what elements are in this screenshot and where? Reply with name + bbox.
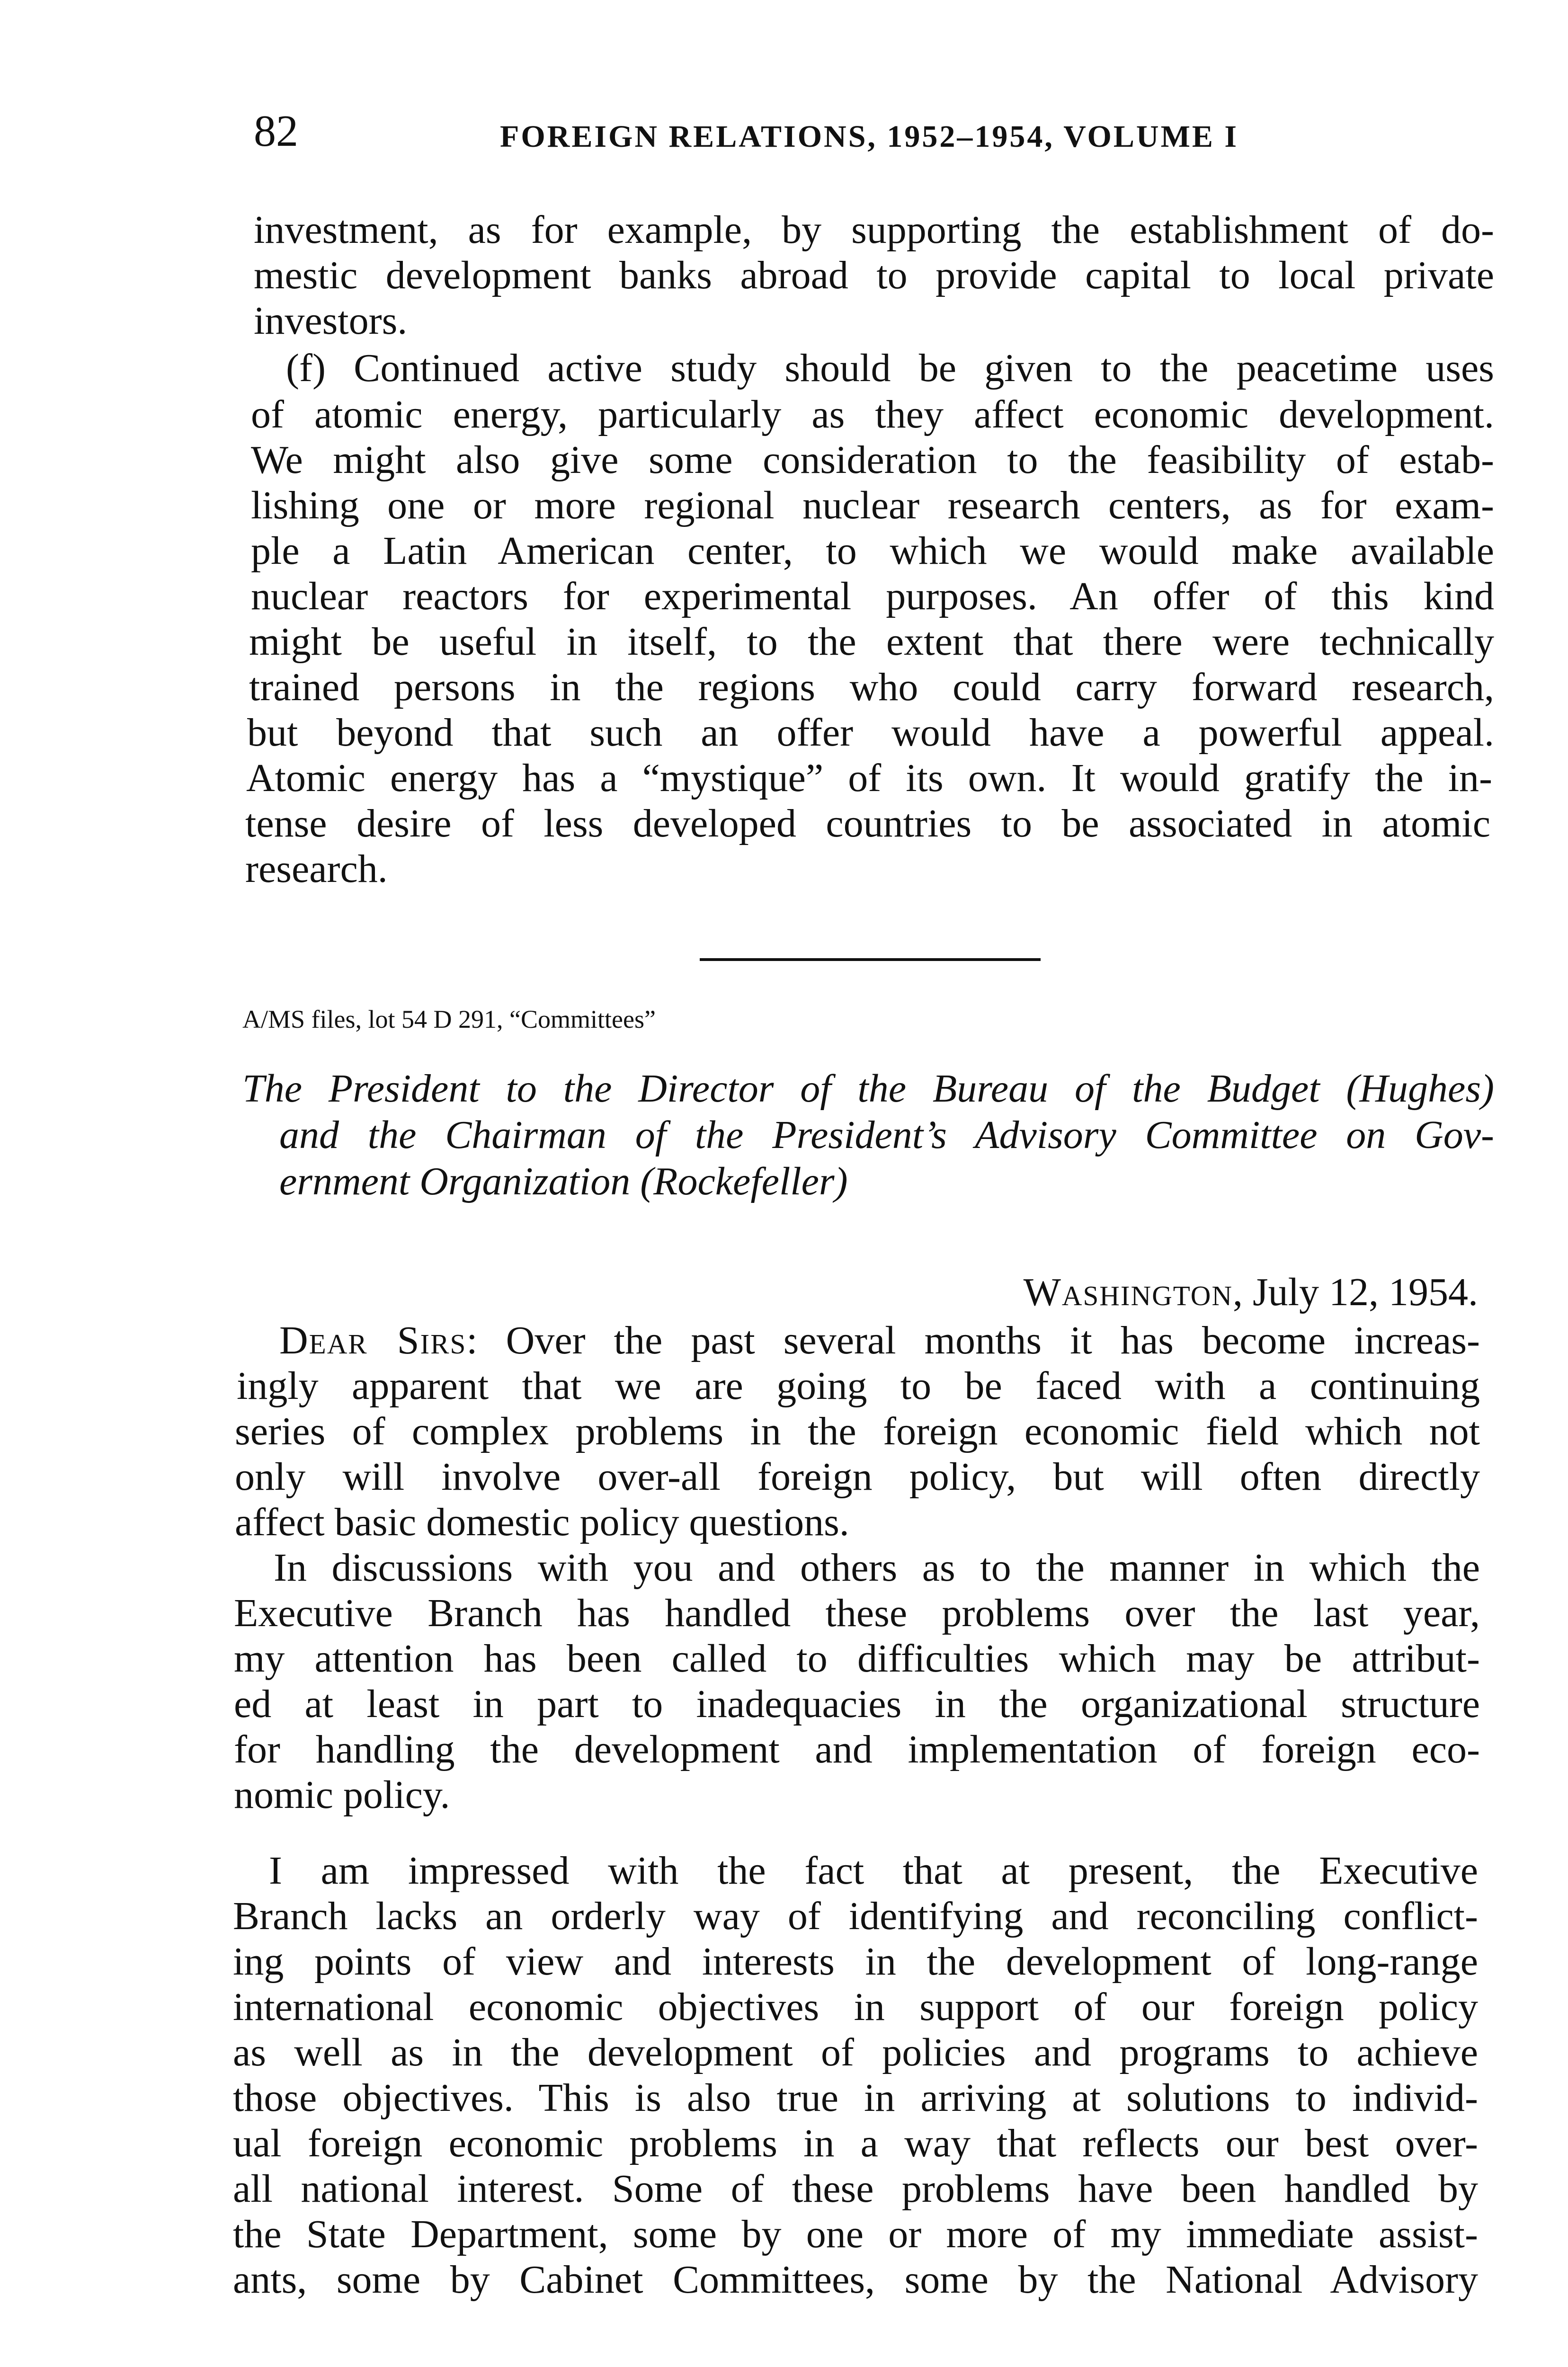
- title-line: and the Chairman of the President’s Advisory Committee on Gov-: [279, 1113, 1494, 1157]
- paragraph-line: tense desire of less developed countries to be associated in atomic: [245, 801, 1490, 845]
- source-note: A/MS files, lot 54 D 291, “Committees”: [242, 1005, 656, 1033]
- paragraph-line: Atomic energy has a “mystique” of its own. It would gratify the in-: [246, 756, 1492, 800]
- paragraph-line: series of complex problems in the foreign economic field which not: [235, 1409, 1480, 1453]
- paragraph-line: ed at least in part to inadequacies in the organizational structure: [234, 1682, 1480, 1726]
- paragraph-line: international economic objectives in support of our foreign policy: [233, 1985, 1478, 2029]
- salutation: Dear Sirs: [279, 1318, 467, 1362]
- paragraph-line: as well as in the development of policies and programs to achieve: [233, 2030, 1478, 2074]
- dateline: [1024, 1269, 1478, 1316]
- dateline-place: Washington: [1023, 1270, 1233, 1314]
- paragraph-line: those objectives. This is also true in arriving at solutions to individ-: [233, 2076, 1478, 2120]
- dateline-date: , July 12, 1954.: [1232, 1270, 1478, 1314]
- paragraph-line: ants, some by Cabinet Committees, some by the National Advisory: [233, 2258, 1478, 2302]
- paragraph-line: might be useful in itself, to the extent that there were technically: [249, 620, 1494, 664]
- paragraph-line: only will involve over-all foreign policy, but will often directly: [235, 1455, 1480, 1499]
- paragraph-line: ingly apparent that we are going to be faced with a continuing: [237, 1364, 1480, 1408]
- paragraph-line: nomic policy.: [234, 1773, 450, 1817]
- paragraph-line: ual foreign economic problems in a way that reflects our best over-: [233, 2121, 1478, 2165]
- paragraph-line: (f) Continued active study should be given to the peacetime uses: [286, 346, 1494, 390]
- paragraph-line: Executive Branch has handled these problems over the last year,: [234, 1591, 1480, 1635]
- running-head: FOREIGN RELATIONS, 1952–1954, VOLUME I: [500, 119, 1239, 154]
- title-line: The President to the Director of the Bureau of the Budget (Hughes): [242, 1067, 1494, 1111]
- paragraph-line: nuclear reactors for experimental purposes. An offer of this kind: [251, 574, 1494, 618]
- paragraph-line: ple a Latin American center, to which we would make available: [251, 529, 1494, 573]
- paragraph-line: research.: [245, 847, 388, 891]
- page-number: 82: [254, 107, 298, 156]
- paragraph-line: lishing one or more regional nuclear research centers, as for exam-: [251, 483, 1494, 527]
- paragraph-line: I am impressed with the fact that at present, the Executive: [269, 1849, 1478, 1893]
- paragraph-line: affect basic domestic policy questions.: [235, 1500, 849, 1544]
- paragraph-line: investment, as for example, by supporting the establishment of do-: [254, 208, 1494, 252]
- paragraph-line: Branch lacks an orderly way of identifying and reconciling conflict-: [233, 1894, 1478, 1938]
- title-line: ernment Organization (Rockefeller): [279, 1159, 848, 1203]
- paragraph-line: of atomic energy, particularly as they affect economic development.: [251, 392, 1494, 436]
- paragraph-line: ing points of view and interests in the development of long-range: [233, 1940, 1478, 1984]
- paragraph-line: trained persons in the regions who could carry forward research,: [249, 665, 1494, 709]
- paragraph-line: for handling the development and implementation of foreign eco-: [234, 1727, 1480, 1771]
- page-header: [254, 105, 1494, 167]
- paragraph-line: but beyond that such an offer would have a powerful appeal.: [247, 711, 1494, 755]
- paragraph-line: In discussions with you and others as to the manner in which the: [274, 1546, 1480, 1590]
- paragraph-line: investors.: [254, 299, 408, 343]
- paragraph-line: [279, 1317, 1480, 1364]
- paragraph-line: We might also give some consideration to the feasibility of estab-: [251, 438, 1494, 482]
- paragraph-line: all national interest. Some of these problems have been handled by: [233, 2167, 1478, 2211]
- paragraph-line: mestic development banks abroad to provide capital to local private: [254, 253, 1494, 297]
- paragraph-line: the State Department, some by one or more of my immediate assist-: [233, 2212, 1478, 2256]
- paragraph-line: my attention has been called to difficulties which may be attribut-: [234, 1637, 1480, 1681]
- section-divider: [700, 958, 1041, 961]
- paragraph-line-text: : Over the past several months it has become increas-: [466, 1318, 1480, 1362]
